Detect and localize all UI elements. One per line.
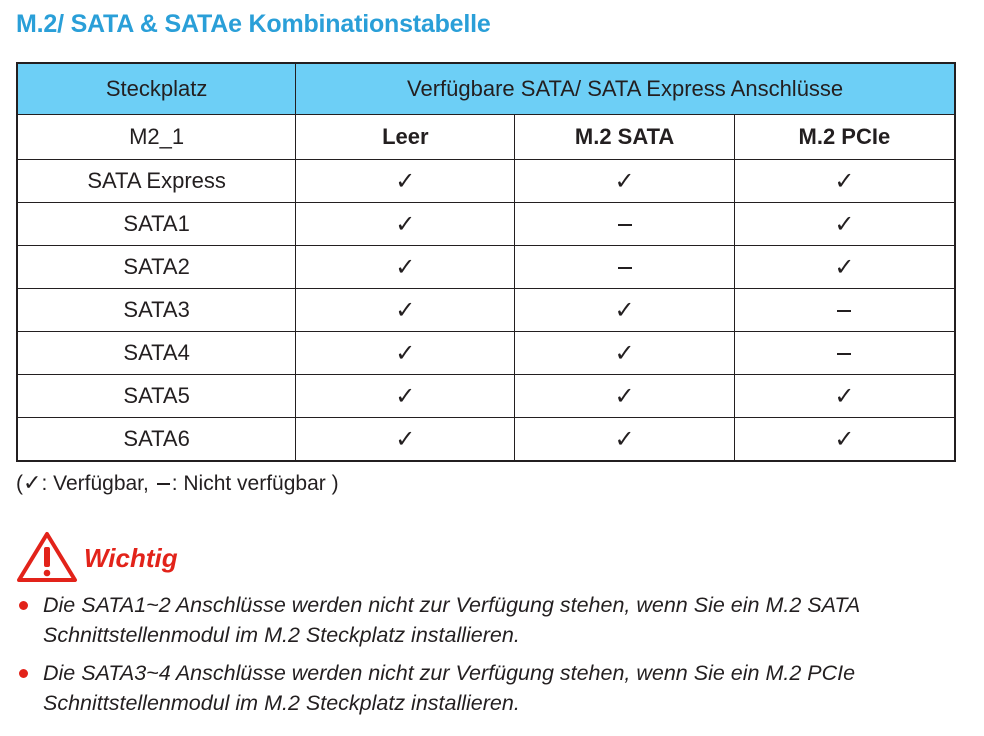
table-subheader-row: [17, 115, 955, 160]
check-icon: ✓: [395, 253, 416, 281]
dash-icon: [618, 267, 632, 269]
check-icon: ✓: [614, 425, 635, 453]
port-name: SATA2: [17, 246, 296, 289]
dash-icon: [618, 224, 632, 226]
check-icon: ✓: [614, 382, 635, 410]
bullet-icon: [19, 601, 28, 610]
table-header-row: [17, 63, 955, 115]
availability-cell: [734, 203, 955, 246]
subheader-empty: Leer: [296, 115, 515, 160]
subheader-m2-pcie: M.2 PCIe: [734, 115, 955, 160]
page-title: M.2/ SATA & SATAe Kombinationstabelle: [16, 10, 491, 38]
table-row: [17, 246, 955, 289]
availability-cell: [296, 246, 515, 289]
availability-cell: [734, 375, 955, 418]
check-icon: ✓: [834, 382, 855, 410]
header-available-ports: Verfügbare SATA/ SATA Express Anschlüsse: [296, 63, 955, 115]
port-name: SATA5: [17, 375, 296, 418]
dash-icon: [837, 353, 851, 355]
availability-cell: [515, 289, 734, 332]
bullet-icon: [19, 669, 28, 678]
availability-cell: [515, 375, 734, 418]
header-slot: Steckplatz: [17, 63, 296, 115]
check-icon: ✓: [395, 167, 416, 195]
check-icon: ✓: [395, 382, 416, 410]
table-row: [17, 332, 955, 375]
check-icon: ✓: [614, 296, 635, 324]
availability-cell: [515, 203, 734, 246]
legend-open-paren: (: [16, 472, 23, 495]
check-icon: ✓: [614, 167, 635, 195]
availability-cell: [515, 332, 734, 375]
check-icon: ✓: [395, 339, 416, 367]
important-heading: [16, 531, 178, 583]
availability-cell: [734, 418, 955, 462]
note-item: [16, 590, 966, 650]
note-item: [16, 658, 966, 718]
availability-cell: [515, 418, 734, 462]
availability-cell: [296, 418, 515, 462]
availability-cell: [296, 160, 515, 203]
note-text: Die SATA3~4 Anschlüsse werden nicht zur Verfügung stehen, wenn Sie ein M.2 PCIe Schnittstellenmodul im M.2 Steckplatz installieren.: [43, 661, 856, 715]
availability-cell: [734, 246, 955, 289]
availability-cell: [734, 160, 955, 203]
notes-list: [16, 590, 966, 726]
availability-cell: [515, 246, 734, 289]
check-icon: ✓: [395, 296, 416, 324]
availability-cell: [296, 203, 515, 246]
legend-unavailable-text: : Nicht verfügbar ): [171, 472, 339, 495]
dash-icon: [837, 310, 851, 312]
check-icon: ✓: [834, 210, 855, 238]
port-name: SATA1: [17, 203, 296, 246]
check-icon: ✓: [23, 470, 42, 495]
note-text: Die SATA1~2 Anschlüsse werden nicht zur Verfügung stehen, wenn Sie ein M.2 SATA Schnittstellenmodul im M.2 Steckplatz installieren.: [43, 593, 860, 647]
table-row: [17, 375, 955, 418]
availability-cell: [296, 332, 515, 375]
availability-cell: [296, 289, 515, 332]
availability-cell: [296, 375, 515, 418]
port-name: SATA3: [17, 289, 296, 332]
subheader-slot: M2_1: [17, 115, 296, 160]
port-name: SATA6: [17, 418, 296, 462]
subheader-m2-sata: M.2 SATA: [515, 115, 734, 160]
port-name: SATA Express: [17, 160, 296, 203]
table-row: [17, 289, 955, 332]
port-name: SATA4: [17, 332, 296, 375]
dash-icon: [157, 483, 170, 485]
warning-triangle-icon: [16, 531, 78, 583]
availability-cell: [515, 160, 734, 203]
table-row: [17, 418, 955, 462]
check-icon: ✓: [834, 253, 855, 281]
check-icon: ✓: [395, 425, 416, 453]
availability-cell: [734, 289, 955, 332]
check-icon: ✓: [614, 339, 635, 367]
check-icon: ✓: [834, 167, 855, 195]
table-row: [17, 203, 955, 246]
check-icon: ✓: [395, 210, 416, 238]
table-row: [17, 160, 955, 203]
availability-cell: [734, 332, 955, 375]
important-label: Wichtig: [84, 542, 178, 573]
legend-available-text: : Verfügbar,: [41, 472, 155, 495]
legend: [16, 470, 339, 496]
combination-table: [16, 62, 956, 462]
check-icon: ✓: [834, 425, 855, 453]
